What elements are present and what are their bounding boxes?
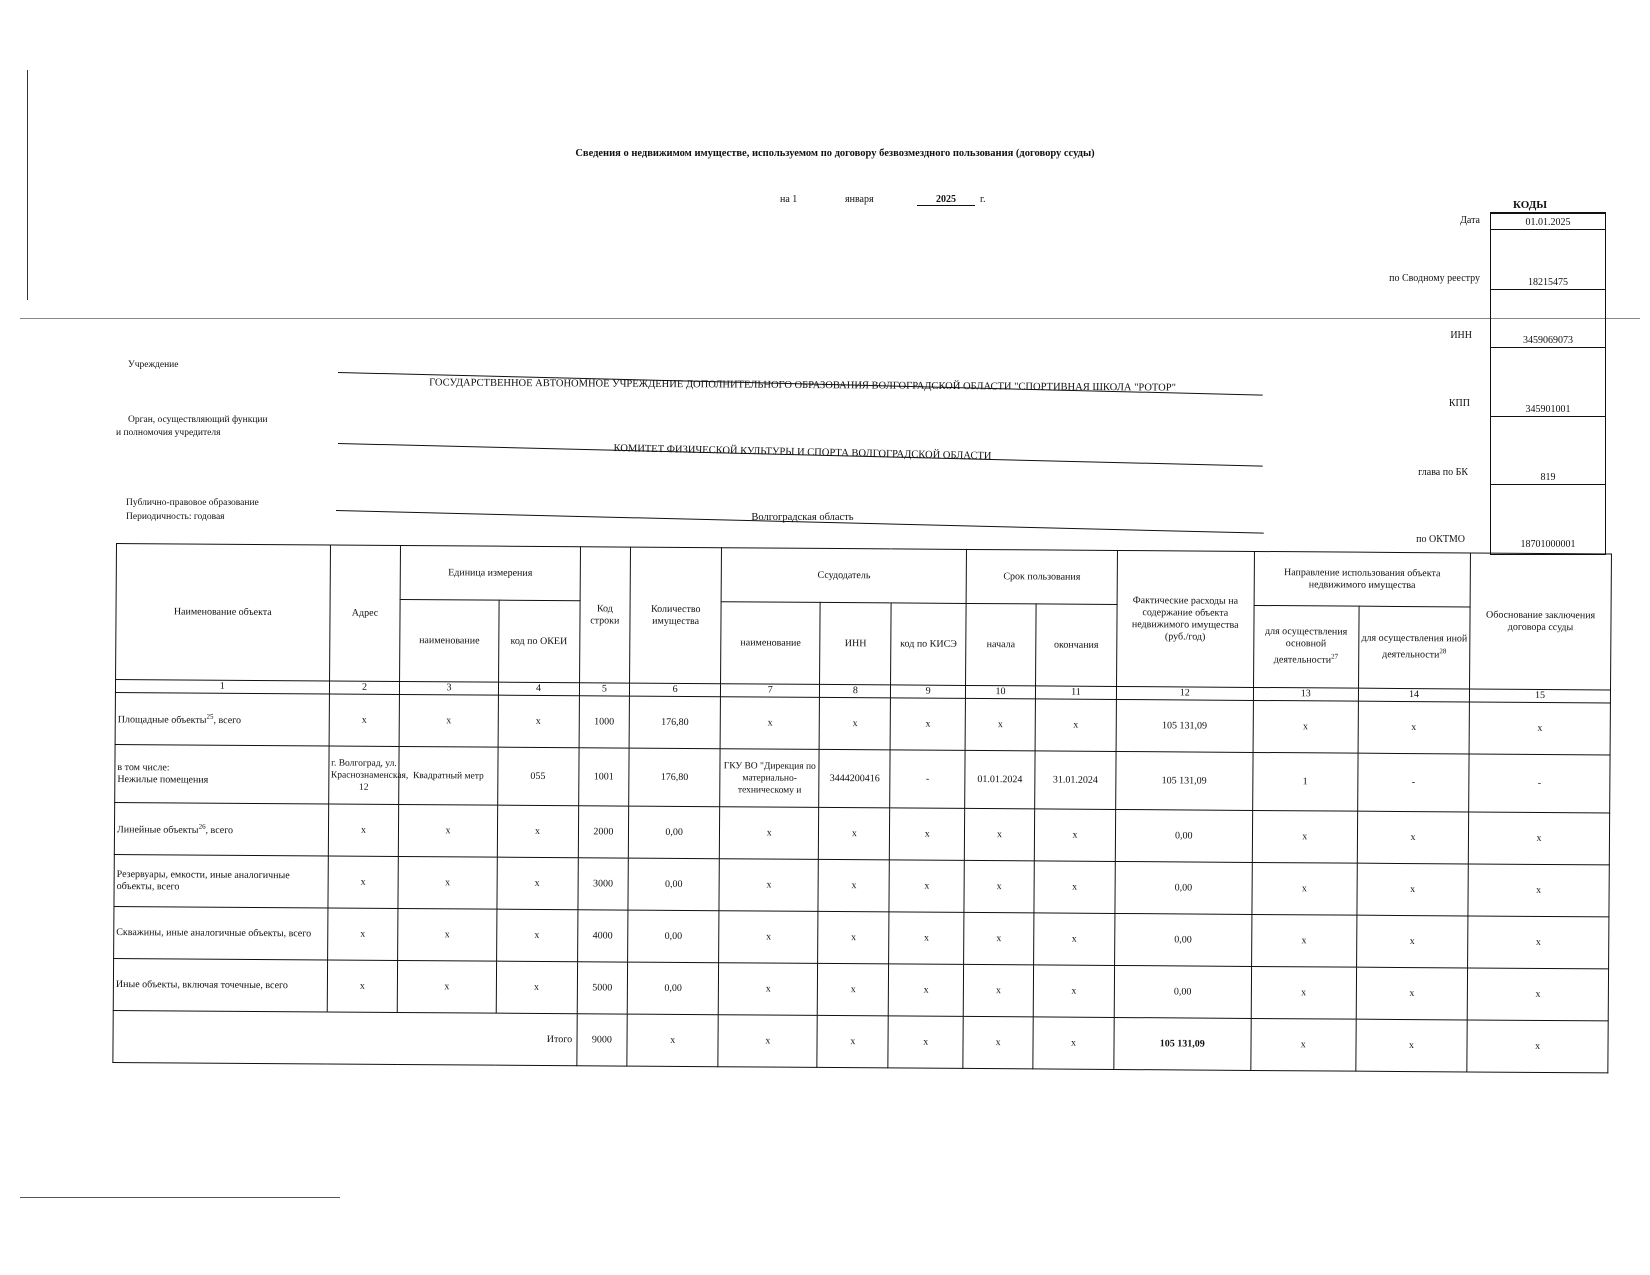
table-cell: х: [1356, 967, 1468, 1020]
table-cell: -: [890, 750, 965, 809]
row-object-name-text: Скважины, иные аналогичные объекты, всего: [116, 926, 312, 939]
public-entity-label: Публично-правовое образование: [126, 498, 259, 508]
total-cell: х: [627, 1014, 718, 1067]
total-cell: х: [963, 1016, 1033, 1068]
table-cell: 3444200416: [819, 749, 890, 807]
table-cell: 2000: [578, 806, 629, 858]
header-address: Адрес: [329, 545, 401, 681]
table-cell: 01.01.2024: [965, 750, 1035, 808]
header-basis: Обоснование заключения договора ссуды: [1470, 553, 1612, 690]
scan-margin-line: [27, 70, 28, 300]
date-year: 2025: [917, 194, 975, 206]
table-cell: Квадратный метр: [399, 746, 498, 805]
table-body: [113, 692, 1611, 1072]
code-registry-label: по Сводному реестру: [1389, 273, 1480, 284]
code-date-label: Дата: [1460, 215, 1480, 226]
date-month: января: [845, 194, 874, 205]
table-cell: 0,00: [628, 806, 719, 859]
header-unit-group: Единица измерения: [401, 545, 581, 600]
table-cell: х: [327, 960, 398, 1012]
table-cell: 31.01.2024: [1035, 751, 1116, 810]
document-title: Сведения о недвижимом имуществе, используемом по договору безвозмездного пользования (договору ссуды): [575, 148, 1095, 159]
table-cell: х: [1357, 811, 1469, 864]
column-number: 3: [400, 681, 498, 695]
table-cell: х: [496, 909, 577, 962]
table-cell: х: [720, 807, 820, 860]
row-object-name-suffix: , всего: [205, 825, 234, 837]
table-cell: х: [1468, 916, 1609, 969]
institution-value: ГОСУДАРСТВЕННОЕ АВТОНОМНОЕ УЧРЕЖДЕНИЕ ДОПОЛНИТЕЛЬНОГО ОБРАЗОВАНИЯ ВОЛГОГРАДСКОЙ ОБЛАСТИ "СПОРТИВНАЯ ШКОЛА "РОТОР": [429, 377, 1176, 394]
codes-box: [1490, 212, 1606, 555]
column-number: 12: [1116, 686, 1253, 700]
header-usage-main-text: для осуществления основной деятельности: [1264, 626, 1348, 667]
table-cell: х: [1358, 701, 1470, 754]
table-cell: х: [818, 963, 889, 1015]
table-cell: х: [498, 695, 579, 748]
table-cell: -: [1358, 753, 1470, 812]
table-cell: х: [1468, 812, 1609, 865]
row-object-name-text: Резервуары, емкости, иные аналогичные объекты, всего: [116, 868, 290, 892]
table-cell: х: [399, 804, 498, 857]
row-object-name: [114, 854, 328, 907]
column-number: 9: [891, 685, 966, 699]
table-cell: х: [964, 808, 1034, 860]
row-object-name: [114, 906, 328, 959]
scan-bottom-line: [20, 1197, 340, 1198]
table-cell: х: [1034, 913, 1115, 966]
header-term-start: начала: [966, 603, 1036, 685]
periodicity-label: Периодичность: годовая: [126, 512, 225, 522]
table-row: [115, 744, 1610, 812]
column-number: 2: [329, 681, 400, 694]
table-cell: 3000: [577, 858, 628, 910]
table-cell: 0,00: [627, 962, 718, 1015]
table-cell: х: [1035, 699, 1116, 752]
scan-fold-line: [20, 318, 1640, 319]
column-number: 13: [1253, 687, 1358, 701]
table-cell: 0,00: [1115, 913, 1252, 966]
table-cell: х: [1469, 702, 1610, 755]
total-cell: 9000: [576, 1014, 627, 1066]
table-cell: х: [496, 961, 577, 1014]
column-number: 8: [820, 684, 891, 697]
table-cell: х: [1252, 810, 1358, 863]
code-kpp-label: КПП: [1448, 398, 1470, 409]
code-inn-label: ИНН: [1450, 330, 1472, 341]
row-object-name: [113, 958, 327, 1011]
total-cell: х: [1467, 1020, 1608, 1073]
public-entity-value: Волгоградская область: [751, 512, 854, 523]
column-number: 10: [966, 685, 1036, 698]
table-cell: х: [1252, 862, 1358, 915]
table-cell: х: [819, 807, 890, 859]
table-cell: х: [964, 912, 1034, 964]
column-number: 1: [115, 680, 329, 694]
row-footnote-ref: 25: [206, 712, 214, 722]
code-date-value: 01.01.2025: [1491, 217, 1605, 230]
table-cell: х: [818, 859, 889, 911]
table-cell: 176,80: [629, 696, 720, 749]
table-cell: 0,00: [1114, 965, 1251, 1018]
table-cell: 0,00: [628, 910, 719, 963]
table-cell: 1001: [578, 748, 629, 806]
header-usage-main-note: 27: [1331, 652, 1339, 661]
total-cell: х: [1356, 1019, 1468, 1072]
code-registry-value: 18215475: [1491, 277, 1605, 290]
table-cell: х: [1034, 861, 1115, 914]
code-kpp-value: 345901001: [1491, 404, 1605, 417]
row-object-name-text: Линейные объекты: [116, 824, 199, 837]
header-unit-name: наименование: [400, 599, 499, 682]
header-lender-group: Ссудодатель: [721, 548, 966, 604]
table-cell: х: [398, 856, 497, 909]
header-row-code: Код строки: [579, 547, 631, 683]
table-cell: 0,00: [1115, 809, 1252, 862]
total-cell: х: [817, 1015, 888, 1067]
table-cell: 176,80: [629, 748, 720, 807]
table-cell: х: [1253, 700, 1359, 753]
total-label: Итого: [113, 1010, 577, 1065]
table-cell: 105 131,09: [1116, 699, 1253, 752]
table-cell: х: [328, 804, 399, 856]
date-prefix: на 1: [780, 194, 798, 205]
header-usage-group: Направление использования объекта недвижимого имущества: [1254, 551, 1471, 607]
code-oktmo-label: по ОКТМО: [1416, 534, 1465, 545]
table-cell: х: [719, 859, 819, 912]
row-object-name-text: Площадные объекты: [117, 714, 207, 727]
table-cell: х: [399, 694, 498, 747]
column-number: 4: [498, 682, 579, 696]
code-inn-value: 3459069073: [1491, 335, 1605, 348]
header-usage-other: [1358, 606, 1470, 689]
total-row: [113, 1010, 1608, 1072]
date-suffix: г.: [980, 194, 986, 205]
code-oktmo-value: 18701000001: [1520, 539, 1576, 550]
code-bk-value: 819: [1491, 472, 1605, 485]
table-cell: х: [889, 860, 964, 913]
table-cell: 105 131,09: [1116, 751, 1253, 810]
table-cell: 0,00: [628, 858, 719, 911]
founder-label-2: и полномочия учредителя: [116, 428, 221, 438]
total-cell: х: [888, 1016, 963, 1069]
table-cell: 1: [1252, 752, 1358, 811]
table-cell: х: [497, 805, 578, 858]
table-cell: х: [1251, 914, 1357, 967]
table-cell: х: [889, 912, 964, 965]
table-cell: ГКУ ВО "Дирекция по материально-техническому и: [720, 749, 820, 808]
table-cell: х: [1468, 864, 1609, 917]
table-cell: -: [1469, 754, 1610, 813]
table-cell: 4000: [577, 910, 628, 962]
total-cell: 105 131,09: [1114, 1017, 1251, 1070]
row-object-name: [114, 802, 328, 855]
row-object-name-text: Иные объекты, включая точечные, всего: [115, 978, 288, 991]
column-number: 7: [721, 684, 820, 698]
table-cell: х: [327, 908, 398, 960]
table-cell: х: [398, 908, 497, 961]
column-number: 5: [579, 683, 630, 696]
table-cell: х: [964, 860, 1034, 912]
table-cell: х: [497, 857, 578, 910]
table-cell: х: [329, 694, 400, 746]
row-footnote-ref: 26: [198, 822, 206, 831]
total-cell: х: [718, 1015, 818, 1068]
header-object-name: Наименование объекта: [116, 544, 331, 681]
table-cell: х: [963, 964, 1033, 1016]
codes-header: КОДЫ: [1513, 199, 1548, 211]
column-number: 14: [1358, 688, 1469, 702]
column-number: 11: [1035, 686, 1116, 700]
founder-label-1: Орган, осуществляющий функции: [128, 415, 268, 425]
table-cell: х: [719, 911, 819, 964]
table-cell: х: [1467, 968, 1608, 1021]
property-table: [112, 543, 1612, 1073]
table-cell: х: [965, 698, 1035, 750]
founder-value: КОМИТЕТ ФИЗИЧЕСКОЙ КУЛЬТУРЫ И СПОРТА ВОЛГОГРАДСКОЙ ОБЛАСТИ: [613, 443, 992, 462]
table-cell: 5000: [577, 962, 628, 1014]
table-cell: х: [328, 856, 399, 908]
table-cell: х: [1357, 863, 1469, 916]
table-cell: г. Волгоград, ул. Краснознаменская, 12: [328, 746, 399, 804]
table-cell: х: [890, 698, 965, 751]
code-bk-label: глава по БК: [1418, 467, 1468, 478]
institution-label: Учреждение: [128, 360, 179, 370]
header-lender-name: наименование: [721, 602, 821, 685]
header-lender-inn: ИНН: [820, 602, 891, 684]
table-cell: 0,00: [1115, 861, 1252, 914]
header-expenses: Фактические расходы на содержание объекта недвижимого имущества (руб./год): [1116, 550, 1254, 687]
column-number: 6: [630, 683, 721, 697]
table-cell: х: [1356, 915, 1468, 968]
total-cell: х: [1033, 1017, 1114, 1070]
header-usage-main: [1253, 605, 1359, 688]
header-usage-other-text: для осуществления иной деятельности: [1361, 633, 1468, 661]
header-term-end: окончания: [1036, 604, 1118, 687]
table-cell: х: [720, 697, 820, 750]
table-cell: 1000: [579, 696, 630, 748]
total-cell: х: [1250, 1018, 1356, 1071]
table-cell: х: [818, 911, 889, 963]
header-usage-other-note: 28: [1439, 647, 1447, 656]
table-cell: х: [1251, 966, 1357, 1019]
header-term-group: Срок пользования: [966, 549, 1117, 604]
header-quantity: Количество имущества: [630, 547, 722, 684]
table-cell: х: [1034, 809, 1115, 862]
table-cell: х: [819, 697, 890, 749]
row-object-name: [115, 692, 329, 745]
row-object-name-text: в том числе: Нежилые помещения: [117, 761, 209, 786]
header-lender-kise: код по КИСЭ: [891, 603, 966, 686]
table-cell: х: [398, 960, 497, 1013]
table-cell: х: [888, 964, 963, 1017]
table-cell: х: [890, 808, 965, 861]
header-unit-code: код по ОКЕИ: [498, 600, 580, 683]
table-cell: 055: [497, 747, 578, 806]
table-cell: х: [1033, 965, 1114, 1018]
table-cell: х: [718, 963, 818, 1016]
row-object-name: [115, 744, 329, 803]
column-number: 15: [1470, 689, 1611, 703]
row-object-name-suffix: , всего: [213, 715, 242, 727]
